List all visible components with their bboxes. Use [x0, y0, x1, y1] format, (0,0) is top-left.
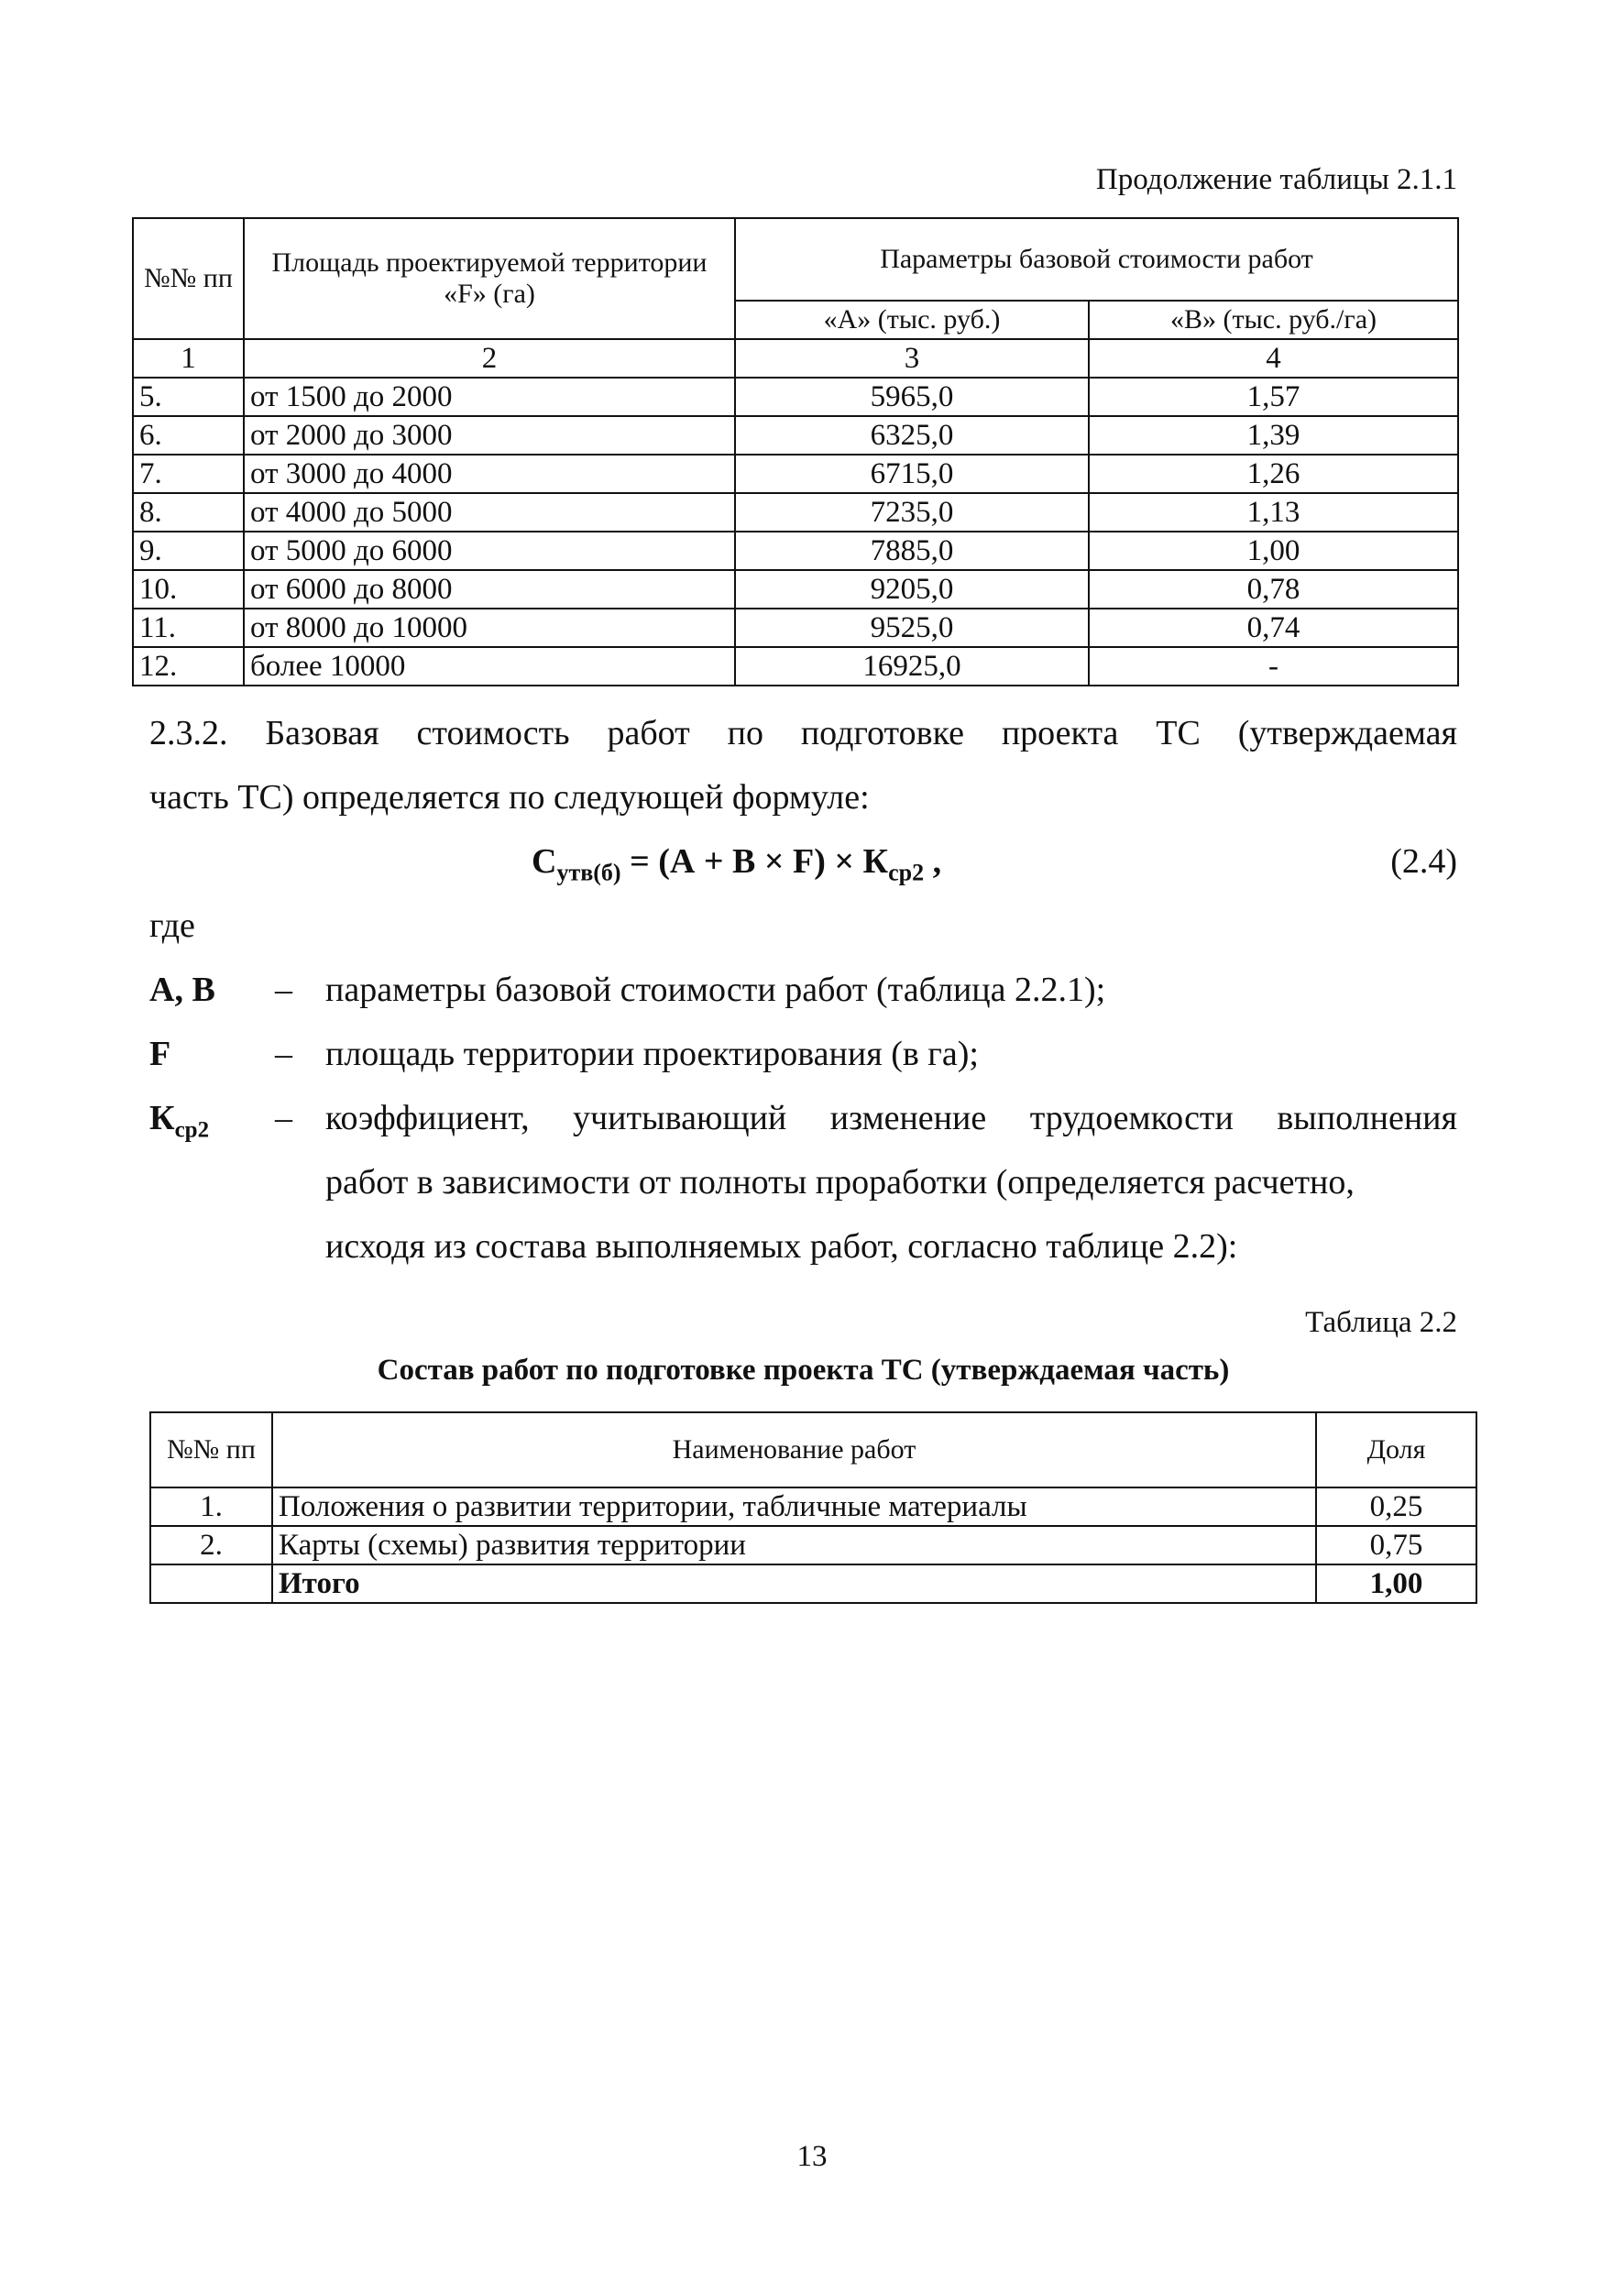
- row-a: 16925,0: [735, 647, 1089, 686]
- row-a: 9205,0: [735, 570, 1089, 609]
- row-num: 11.: [133, 609, 244, 647]
- header-b: «В» (тыс. руб./га): [1089, 301, 1458, 339]
- formula-c: С: [532, 842, 557, 881]
- paragraph-line-1: 2.3.2. Базовая стоимость работ по подготовке проекта ТС (утверждаемая: [149, 714, 1457, 752]
- row-a: 7235,0: [735, 493, 1089, 532]
- table-row: [133, 416, 1458, 455]
- definition-dash: –: [275, 971, 292, 1009]
- row-share: 0,75: [1316, 1526, 1476, 1564]
- row-area: от 8000 до 10000: [244, 609, 735, 647]
- row-name: Карты (схемы) развития территории: [272, 1526, 1316, 1564]
- row-area: от 4000 до 5000: [244, 493, 735, 532]
- row-share: 0,25: [1316, 1487, 1476, 1526]
- formula: [532, 829, 941, 906]
- row-b: 0,78: [1089, 570, 1458, 609]
- table-row: [150, 1526, 1476, 1564]
- col-number: 4: [1089, 339, 1458, 378]
- column-number-row: [133, 339, 1458, 378]
- table-row: [133, 609, 1458, 647]
- table-header-row: [133, 218, 1458, 301]
- table-row: [133, 455, 1458, 493]
- table2-title: Состав работ по подготовке проекта ТС (утверждаемая часть): [377, 1354, 1230, 1387]
- header-num: №№ пп: [133, 218, 244, 339]
- table-row: [133, 570, 1458, 609]
- row-a: 6325,0: [735, 416, 1089, 455]
- row-a: 6715,0: [735, 455, 1089, 493]
- table-row: [133, 532, 1458, 570]
- row-b: 1,39: [1089, 416, 1458, 455]
- works-composition-table: [149, 1411, 1477, 1604]
- col-number: 3: [735, 339, 1089, 378]
- base-cost-table: [132, 217, 1459, 686]
- table2-caption: Таблица 2.2: [1305, 1306, 1457, 1339]
- row-num: 7.: [133, 455, 244, 493]
- table-row: [133, 647, 1458, 686]
- row-b: 1,00: [1089, 532, 1458, 570]
- table-total-row: [150, 1564, 1476, 1603]
- equation-number: (2.4): [1390, 842, 1457, 881]
- table-row: [133, 378, 1458, 416]
- definition-dash: –: [275, 1035, 292, 1073]
- row-num: 2.: [150, 1526, 272, 1564]
- definition-term: А, В: [149, 971, 215, 1009]
- row-area: от 3000 до 4000: [244, 455, 735, 493]
- table-row: [150, 1487, 1476, 1526]
- row-b: -: [1089, 647, 1458, 686]
- col-number: 2: [244, 339, 735, 378]
- row-b: 0,74: [1089, 609, 1458, 647]
- row-b: 1,13: [1089, 493, 1458, 532]
- row-b: 1,57: [1089, 378, 1458, 416]
- row-area: от 2000 до 3000: [244, 416, 735, 455]
- definition-text: работ в зависимости от полноты проработки (определяется расчетно,: [325, 1163, 1355, 1202]
- definition-text: исходя из состава выполняемых работ, согласно таблице 2.2):: [325, 1227, 1238, 1266]
- row-a: 9525,0: [735, 609, 1089, 647]
- formula-tail: ,: [924, 842, 942, 881]
- row-num: 8.: [133, 493, 244, 532]
- definition-text: параметры базовой стоимости работ (таблица 2.2.1);: [325, 971, 1106, 1009]
- row-num: 9.: [133, 532, 244, 570]
- row-area: от 6000 до 8000: [244, 570, 735, 609]
- row-area: от 1500 до 2000: [244, 378, 735, 416]
- row-num: 5.: [133, 378, 244, 416]
- total-num: [150, 1564, 272, 1603]
- table-row: [133, 493, 1458, 532]
- row-area: от 5000 до 6000: [244, 532, 735, 570]
- header-share: Доля: [1316, 1412, 1476, 1487]
- definition-term-k: [149, 1086, 209, 1163]
- row-a: 5965,0: [735, 378, 1089, 416]
- row-num: 10.: [133, 570, 244, 609]
- formula-body: = (А + В × F) × К: [620, 842, 889, 881]
- header-params: Параметры базовой стоимости работ: [735, 218, 1458, 301]
- row-num: 12.: [133, 647, 244, 686]
- term-k: К: [149, 1099, 175, 1137]
- row-b: 1,26: [1089, 455, 1458, 493]
- total-share: 1,00: [1316, 1564, 1476, 1603]
- row-area: более 10000: [244, 647, 735, 686]
- definition-text: площадь территории проектирования (в га);: [325, 1035, 979, 1073]
- col-number: 1: [133, 339, 244, 378]
- definition-text: коэффициент, учитывающий изменение трудоемкости выполнения: [325, 1099, 1457, 1137]
- header-num: №№ пп: [150, 1412, 272, 1487]
- total-label: Итого: [272, 1564, 1316, 1603]
- header-name: Наименование работ: [272, 1412, 1316, 1487]
- paragraph-line-2: часть ТС) определяется по следующей формуле:: [149, 778, 870, 817]
- row-a: 7885,0: [735, 532, 1089, 570]
- row-num: 1.: [150, 1487, 272, 1526]
- table-header-row: [150, 1412, 1476, 1487]
- table-continuation-label: Продолжение таблицы 2.1.1: [1095, 163, 1457, 196]
- row-num: 6.: [133, 416, 244, 455]
- page-number: 13: [796, 2140, 828, 2173]
- header-a: «А» (тыс. руб.): [735, 301, 1089, 339]
- formula-k-subscript: ср2: [888, 859, 925, 886]
- where-label: где: [149, 906, 195, 945]
- row-name: Положения о развитии территории, табличные материалы: [272, 1487, 1316, 1526]
- definition-dash: –: [275, 1099, 292, 1137]
- header-area: Площадь проектируемой территории «F» (га): [244, 218, 735, 339]
- formula-c-subscript: утв(б): [556, 859, 621, 886]
- term-k-subscript: ср2: [174, 1117, 210, 1143]
- definition-term: F: [149, 1035, 171, 1073]
